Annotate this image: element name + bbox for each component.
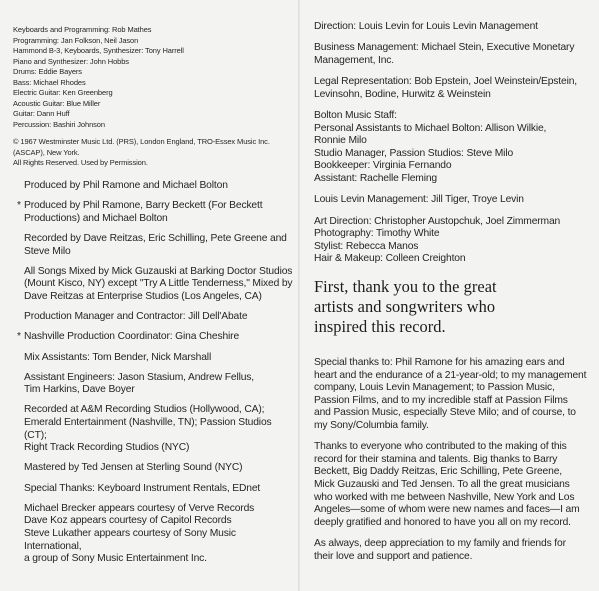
credit-line: Programming: Jan Folkson, Neil Jason (13, 35, 139, 45)
thank-you-headline: First, thank you to the great artists and songwriters who inspired this record. (314, 277, 497, 336)
bolton-music-staff: Bolton Music Staff: Personal Assistants to Michael Bolton: Allison Wilkie, Ronnie Milo Studio Manager, Passion Studios: Steve Milo Bookkeeper: Virginia Fernando Assistant: Rachelle Fleming (314, 110, 547, 184)
management-credits (314, 21, 596, 266)
musician-credits (13, 25, 293, 169)
nashville-coordinator: * Nashville Production Coordinator: Gina Cheshire (17, 331, 240, 343)
credit-line: Keyboards and Programming: Rob Mathes (13, 25, 152, 34)
louis-levin-management: Louis Levin Management: Jill Tiger, Troye Levin (314, 194, 524, 206)
produced-by: Produced by Phil Ramone and Michael Bolton (24, 180, 228, 191)
mastered-by: Mastered by Ted Jensen at Sterling Sound (NYC) (24, 462, 243, 474)
right-column (301, 0, 599, 591)
credit-line: Electric Guitar: Ken Greenberg (13, 88, 113, 97)
recorded-at: Recorded at A&M Recording Studios (Hollywood, CA); Emerald Entertainment (Nashville, TN); Passion Studios (CT); Right Track Recording Studios (NYC) (24, 404, 272, 454)
recorded-by: Recorded by Dave Reitzas, Eric Schilling, Pete Greene and Steve Milo (24, 232, 287, 257)
credit-line: Percussion: Bashiri Johnson (13, 119, 105, 129)
copyright-line: (ASCAP), New York. (13, 147, 80, 157)
direction: Direction: Louis Levin for Louis Levin Management (314, 21, 538, 32)
thanks-paragraph-2: Thanks to everyone who contributed to the making of this record for their stamina and talents. Big thanks to Barry Beckett, Big Daddy Reitzas, Eric Schilling, Pete Greene, Mick Guzauski and Ted Jensen. To all the great musicians who worked with me between Nashville, New York and Los Angeles—some of whom were new names and faces—I am deeply gratified and honored to have you all on my record. (314, 441, 580, 528)
produced-by-alt: * Produced by Phil Ramone, Barry Beckett (For Beckett Productions) and Michael Bolton (17, 200, 263, 224)
courtesy-notes: Michael Brecker appears courtesy of Verve Records Dave Koz appears courtesy of Capitol Records Steve Lukather appears courtesy of Sony Music International, a group of Sony Music Entertainment Inc. (24, 502, 255, 565)
asterisk-marker: * (17, 200, 21, 212)
credit-line: Piano and Synthesizer: John Hobbs (13, 56, 129, 66)
copyright-line: All Rights Reserved. Used by Permission. (13, 158, 148, 167)
credit-line: Hammond B-3, Keyboards, Synthesizer: Tony Harrell (13, 46, 184, 55)
credit-line: Guitar: Dann Huff (13, 109, 70, 118)
thanks-paragraph-1: Special thanks to: Phil Ramone for his amazing ears and heart and the endurance of a 21-year-old; to my management company, Louis Levin Management; to Passion Music, Passion Films, and to my incredible staff at Passion Films and Passion Music, especially Steve Milo; and of course, to my Sony/Columbia family. (314, 357, 587, 431)
asterisk-marker: * (17, 331, 21, 343)
special-thanks: Special Thanks: Keyboard Instrument Rentals, EDnet (24, 482, 261, 494)
art-credits: Art Direction: Christopher Austopchuk, Joel Zimmerman Photography: Timothy White Stylist: Rebecca Manos Hair & Makeup: Colleen Creighton (314, 215, 561, 265)
production-credits (17, 180, 296, 566)
credit-line: Acoustic Guitar: Blue Miller (13, 98, 101, 108)
assistant-engineers: Assistant Engineers: Jason Stasium, Andrew Fellus, Tim Harkins, Dave Boyer (24, 371, 255, 396)
page-fold (298, 0, 300, 591)
business-management: Business Management: Michael Stein, Executive Monetary Management, Inc. (314, 42, 575, 66)
copyright-line: © 1967 Westminster Music Ltd. (PRS), London England, TRO-Essex Music Inc. (13, 137, 270, 146)
credit-line: Bass: Michael Rhodes (13, 77, 86, 87)
production-manager: Production Manager and Contractor: Jill Dell'Abate (24, 311, 248, 323)
thanks-paragraph-3: As always, deep appreciation to my family and friends for their love and support and patience. (314, 537, 566, 562)
mix-assistants: Mix Assistants: Tom Bender, Nick Marshall (24, 351, 212, 363)
left-column (0, 0, 297, 591)
thanks-body (314, 357, 596, 572)
credit-line: Drums: Eddie Bayers (13, 67, 82, 76)
legal-representation: Legal Representation: Bob Epstein, Joel Weinstein/Epstein, Levinsohn, Bodine, Hurwitz & Weinstein (314, 76, 578, 100)
mixed-by: All Songs Mixed by Mick Guzauski at Barking Doctor Studios (Mount Kisco, NY) except "Try A Little Tenderness," Mixed by Dave Reitzas at Enterprise Studios (Los Angeles, CA) (24, 265, 293, 302)
